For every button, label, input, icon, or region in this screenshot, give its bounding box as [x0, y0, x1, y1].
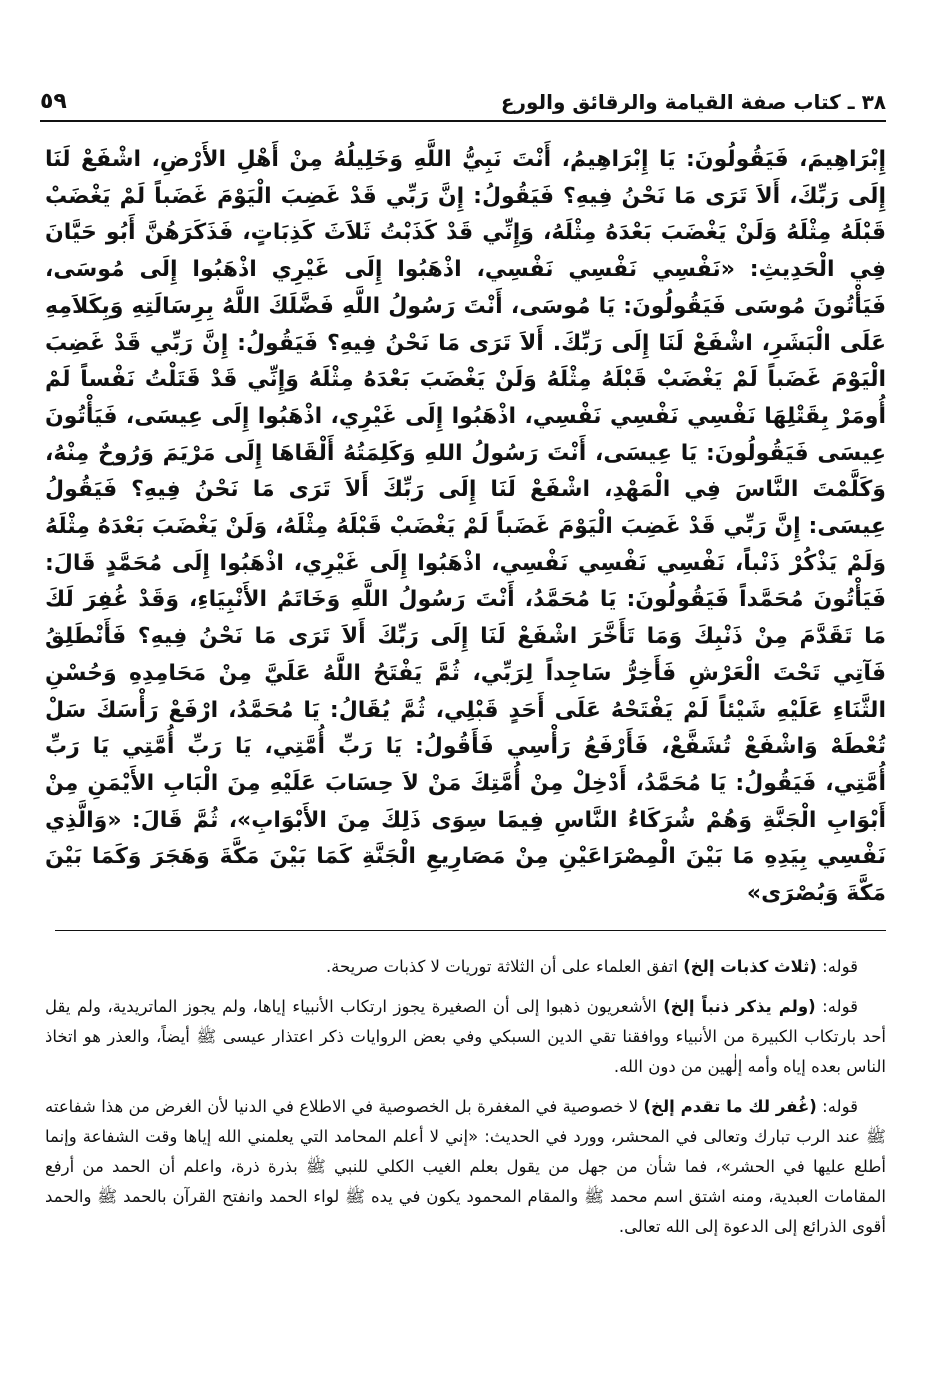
page-header [40, 82, 886, 122]
hadith-text: إِبْرَاهِيمَ، فَيَقُولُونَ: يَا إِبْرَاهِيمُ، أَنْتَ نَبِيُّ اللَّهِ وَخَلِيلُهُ مِنْ أَهْلِ الأَرْضِ، اشْفَعْ لَنَا إِلَى رَبِّكَ، أَلاَ تَرَى مَا نَحْنُ فِيهِ؟ فَيَقُولُ: إِنَّ رَبِّي قَدْ غَضِبَ الْيَوْمَ غَضَباً لَمْ يَغْضَبْ قَبْلَهُ مِثْلَهُ وَلَنْ يَغْضَبَ بَعْدَهُ مِثْلَهُ، وَإِنِّي قَدْ كَذَبْتُ ثَلاَثَ كَذِبَاتٍ، فَذَكَرَهُنَّ أَبُو حَيَّانَ فِي الْحَدِيثِ: «نَفْسِي نَفْسِي نَفْسِي، اذْهَبُوا إِلَى غَيْرِي اذْهَبُوا إِلَى مُوسَى، فَيَأْتُونَ مُوسَى فَيَقُولُونَ: يَا مُوسَى، أَنْتَ رَسُولُ اللَّهِ فَضَّلَكَ اللَّهُ بِرِسَالَتِهِ وَبِكَلاَمِهِ عَلَى الْبَشَرِ، اشْفَعْ لَنَا إِلَى رَبِّكَ. أَلاَ تَرَى مَا نَحْنُ فِيهِ؟ فَيَقُولُ: إِنَّ رَبِّي قَدْ غَضِبَ الْيَوْمَ غَضَباً لَمْ يَغْضَبْ قَبْلَهُ مِثْلَهُ وَلَنْ يَغْضَبَ بَعْدَهُ مِثْلَهُ وَإِنِّي قَدْ قَتَلْتُ نَفْساً لَمْ أُومَرْ بِقَتْلِهَا نَفْسِي نَفْسِي نَفْسِي، اذْهَبُوا إِلَى غَيْرِي، اذْهَبُوا إِلَى عِيسَى، فَيَأْتُونَ عِيسَى فَيَقُولُونَ: يَا عِيسَى، أَنْتَ رَسُولُ اللهِ وَكَلِمَتُهُ أَلْقَاهَا إِلَى مَرْيَمَ وَرُوحٌ مِنْهُ، وَكَلَّمْتَ النَّاسَ فِي الْمَهْدِ، اشْفَعْ لَنَا إِلَى رَبِّكَ أَلاَ تَرَى مَا نَحْنُ فِيهِ؟ فَيَقُولُ عِيسَى: إِنَّ رَبِّي قَدْ غَضِبَ الْيَوْمَ غَضَباً لَمْ يَغْضَبْ قَبْلَهُ مِثْلَهُ، وَلَنْ يَغْضَبَ بَعْدَهُ مِثْلَهُ وَلَمْ يَذْكُرْ ذَنْباً، نَفْسِي نَفْسِي نَفْسِي، اذْهَبُوا إِلَى غَيْرِي، اذْهَبُوا إِلَى مُحَمَّدٍ قَالَ: فَيَأْتُونَ مُحَمَّداً فَيَقُولُونَ: يَا مُحَمَّدُ، أَنْتَ رَسُولُ اللَّهِ وَخَاتَمُ الأَنْبِيَاءِ، وَقَدْ غُفِرَ لَكَ مَا تَقَدَّمَ مِنْ ذَنْبِكَ وَمَا تَأَخَّرَ اشْفَعْ لَنَا إِلَى رَبِّكَ أَلاَ تَرَى مَا نَحْنُ فِيهِ؟ فَأَنْطَلِقُ فَآتِي تَحْتَ الْعَرْشِ فَأَخِرُّ سَاجِداً لِرَبِّي، ثُمَّ يَفْتَحُ اللَّهُ عَلَيَّ مِنْ مَحَامِدِهِ وَحُسْنِ الثَّنَاءِ عَلَيْهِ شَيْئاً لَمْ يَفْتَحْهُ عَلَى أَحَدٍ قَبْلِي، ثُمَّ يُقَالُ: يَا مُحَمَّدُ، ارْفَعْ رَأْسَكَ سَلْ تُعْطَهْ وَاشْفَعْ تُشَفَّعْ، فَأَرْفَعُ رَأْسِي فَأَقُولُ: يَا رَبِّ أُمَّتِي، يَا رَبِّ أُمَّتِي يَا رَبِّ أُمَّتِي، فَيَقُولُ: يَا مُحَمَّدُ، أَدْخِلْ مِنْ أُمَّتِكَ مَنْ لاَ حِسَابَ عَلَيْهِ مِنَ الْبَابِ الأَيْمَنِ مِنْ أَبْوَابِ الْجَنَّةِ وَهُمْ شُرَكَاءُ النَّاسِ فِيمَا سِوَى ذَلِكَ مِنَ الأَبْوَابِ»، ثُمَّ قَالَ: «وَالَّذِي نَفْسِي بِيَدِهِ مَا بَيْنَ الْمِصْرَاعَيْنِ مِنْ مَصَارِيعِ الْجَنَّةِ كَمَا بَيْنَ مَكَّةَ وَهَجَرَ وَكَمَا بَيْنَ مَكَّةَ وَبُصْرَى» [45, 147, 886, 907]
footnote-item [45, 952, 886, 982]
footnote-lead: قوله: [816, 957, 858, 976]
footnote-lead: قوله: [816, 1097, 858, 1116]
footnote-text: لا خصوصية في المغفرة بل الخصوصية في الاطلاع في الدنيا لأن الغرض من هذا شفاعته ﷺ عند الرب تبارك وتعالى في المحشر، وورد في الحديث: «إني لا أعلم المحامد التي يعلمني الله إياها وقت الشفاعة وإنما أطلع عليها في الحشر»، فما شأن من جهل من يقول بعلم الغيب الكلي للنبي ﷺ بذرة ذرة، واعلم أن الحمد من أرفع المقامات العبدية، ومنه اشتق اسم محمد ﷺ والمقام المحمود يكون في يده ﷺ لواء الحمد وانفتح القرآن بالحمد ﷺ والحمد أقوى الذرائع إلى الدعوة إلى الله تعالى. [45, 1097, 886, 1236]
footnote-divider [55, 930, 886, 931]
footnote-item [45, 992, 886, 1082]
footnote-item [45, 1092, 886, 1242]
footnote-quote: (غُفر لك ما تقدم إلخ) [643, 1097, 817, 1116]
footnote-lead: قوله: [815, 997, 858, 1016]
footnote-text: اتفق العلماء على أن الثلاثة توريات لا كذبات صريحة. [325, 957, 684, 976]
footnotes [45, 952, 886, 1252]
footnote-quote: (ولم يذكر ذنباً إلخ) [663, 997, 816, 1016]
running-title: ٣٨ ـ كتاب صفة القيامة والرقائق والورع [500, 90, 886, 114]
footnote-text: الأشعريون ذهبوا إلى أن الصغيرة يجوز ارتكاب الأنبياء إياها، ولم يجوز الماتريدية، ولم يقل أحد بارتكاب الكبيرة من الأنبياء ووافقنا تقي الدين السبكي وفي بعض الروايات ذكر اعتذار عيسى ﷺ أيضاً، والعذر هو اتخاذ الناس بعده إياه وأمه إلٰهين من دون الله. [45, 997, 886, 1076]
page-number: ٥٩ [40, 89, 67, 114]
footnote-quote: (ثلاث كذبات إلخ) [683, 957, 817, 976]
